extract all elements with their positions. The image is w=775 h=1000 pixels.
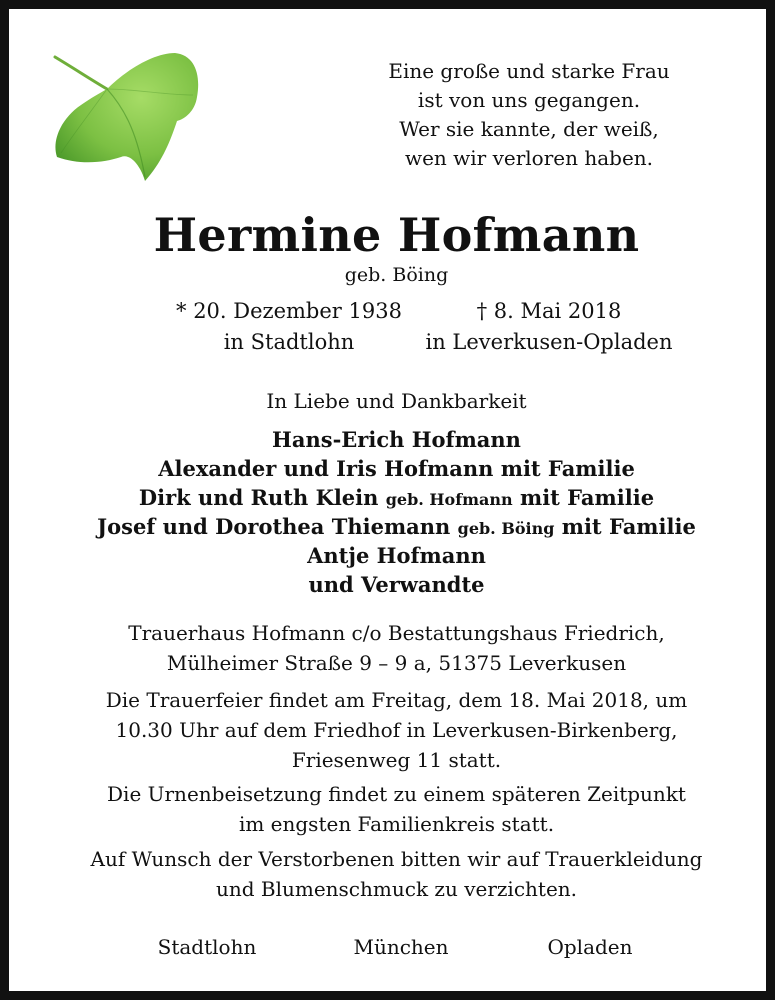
birth-date: * 20. Dezember 1938 xyxy=(176,299,402,323)
urn-line: Die Urnenbeisetzung findet zu einem späteren Zeitpunkt xyxy=(107,782,686,806)
mourner-suffix: mit Familie xyxy=(554,514,696,539)
mourner-maiden-name: geb. Hofmann xyxy=(385,490,513,509)
death-info xyxy=(414,296,684,358)
ceremony-line: Die Trauerfeier findet am Freitag, dem 18. Mai 2018, um xyxy=(105,688,688,712)
ginkgo-leaf-icon xyxy=(45,49,205,189)
poem-line: ist von uns gegangen. xyxy=(417,88,641,112)
poem-line: Eine große und starke Frau xyxy=(388,59,670,83)
request-line: und Blumenschmuck zu verzichten. xyxy=(215,877,578,901)
mourner-line: Alexander und Iris Hofmann mit Familie xyxy=(158,456,635,481)
address-line: Trauerhaus Hofmann c/o Bestattungshaus Friedrich, xyxy=(128,621,665,645)
mourner-name: Josef und Dorothea Thiemann xyxy=(97,514,458,539)
poem-line: wen wir verloren haben. xyxy=(404,146,654,170)
dedication: In Liebe und Dankbarkeit xyxy=(266,389,527,413)
poem-line: Wer sie kannte, der weiß, xyxy=(399,117,659,141)
ceremony-line: 10.30 Uhr auf dem Friedhof in Leverkusen-Birkenberg, xyxy=(115,718,678,742)
mourner-suffix: mit Familie xyxy=(512,485,655,510)
mourner-line xyxy=(9,512,775,541)
poem xyxy=(369,57,689,173)
maiden-name: geb. Böing xyxy=(344,264,449,286)
urn-notice xyxy=(9,779,775,839)
request-notice xyxy=(9,844,775,904)
mourner-line: und Verwandte xyxy=(308,572,485,597)
mourner-name: Dirk und Ruth Klein xyxy=(138,485,386,510)
place-stadtlohn: Stadtlohn xyxy=(157,935,257,959)
mourning-house-address xyxy=(9,618,775,678)
mourner-line: Antje Hofmann xyxy=(307,543,486,568)
ceremony-notice xyxy=(9,685,775,775)
death-place: in Leverkusen-Opladen xyxy=(425,330,673,354)
place-muenchen: München xyxy=(353,935,449,959)
mourners-list xyxy=(9,425,775,599)
mourner-maiden-name: geb. Böing xyxy=(457,519,555,538)
mourner-line xyxy=(9,483,775,512)
place-opladen: Opladen xyxy=(547,935,633,959)
ceremony-line: Friesenweg 11 statt. xyxy=(291,748,502,772)
deceased-name: Hermine Hofmann xyxy=(153,208,640,262)
address-line: Mülheimer Straße 9 – 9 a, 51375 Leverkusen xyxy=(166,651,627,675)
birth-info xyxy=(159,296,419,358)
request-line: Auf Wunsch der Verstorbenen bitten wir auf Trauerkleidung xyxy=(90,847,703,871)
death-date: † 8. Mai 2018 xyxy=(476,299,622,323)
urn-line: im engsten Familienkreis statt. xyxy=(238,812,555,836)
mourner-line: Hans-Erich Hofmann xyxy=(272,427,521,452)
birth-place: in Stadtlohn xyxy=(223,330,355,354)
